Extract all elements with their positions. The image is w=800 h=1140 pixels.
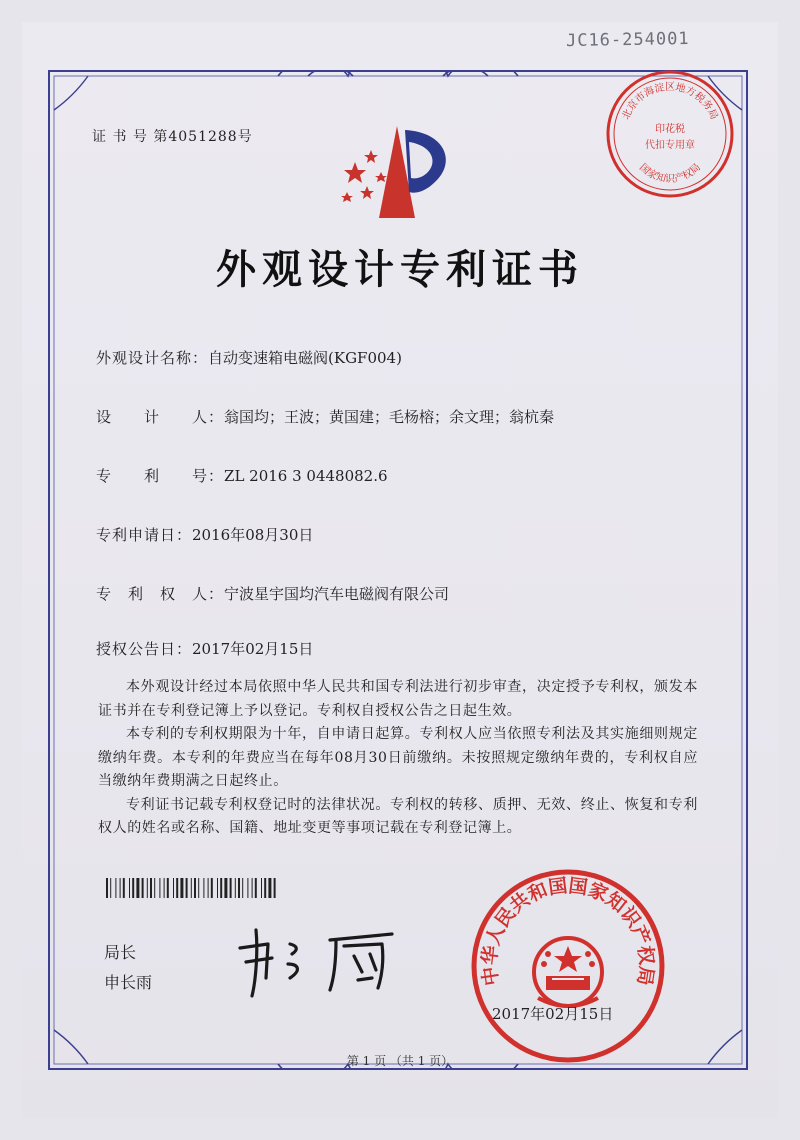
barcode-bar <box>208 878 209 898</box>
patent-number-label: 专 利 号： <box>96 467 225 485</box>
barcode-bar <box>203 878 204 898</box>
barcode-bar <box>180 878 183 898</box>
designer-field <box>96 406 554 427</box>
national-emblem-icon <box>534 938 602 1006</box>
seal-bottom-text: 国家知识产权局 <box>637 161 703 185</box>
barcode-bar <box>154 878 155 898</box>
document-title: 外观设计专利证书 <box>216 246 584 293</box>
barcode-bar <box>186 878 188 898</box>
barcode-bar <box>129 878 130 898</box>
barcode-bar <box>106 878 108 898</box>
barcode-bar <box>235 878 236 898</box>
barcode-bar <box>132 878 134 898</box>
barcode-bar <box>159 878 160 898</box>
barcode-bar <box>115 878 116 898</box>
barcode-bar <box>164 878 165 898</box>
designer-label: 设 计 人： <box>96 408 225 426</box>
barcode-bar <box>255 878 257 898</box>
body-paragraph: 本外观设计经过本局依照中华人民共和国专利法进行初步审查，决定授予专利权，颁发本证书并在专利登记簿上予以登记。专利权自授权公告之日起生效。 <box>98 679 698 719</box>
barcode-bar <box>268 878 271 898</box>
signatory-title: 局长 <box>104 943 137 962</box>
barcode-bar <box>167 878 169 898</box>
barcode-bar <box>230 878 232 898</box>
barcode-bar <box>217 878 218 898</box>
page-number: 第 1 页 （共 1 页） <box>346 1054 454 1068</box>
design-name-value: 自动变速箱电磁阀(KGF004) <box>208 349 402 367</box>
barcode-bar <box>173 878 174 898</box>
svg-text:国家知识产权局 <box>637 161 703 185</box>
designer-value: 翁国均；王波；黄国建；毛杨榕；余文理；翁杭秦 <box>224 408 555 426</box>
seal-top-text: 北京市海淀区地方税务局 <box>620 82 720 122</box>
application-date-label: 专利申请日： <box>96 526 193 544</box>
barcode <box>106 878 280 898</box>
barcode-bar <box>264 878 266 898</box>
svg-text:北京市海淀区地方税务局 <box>620 80 720 121</box>
grant-date-value: 2017年02月15日 <box>192 640 314 658</box>
svg-text:中华人民共和国国家知识产权局 <box>478 875 659 987</box>
patentee-value: 宁波星宇国均汽车电磁阀有限公司 <box>224 585 450 603</box>
patentee-label: 专 利 权 人： <box>96 585 225 603</box>
patent-office-logo <box>335 122 465 222</box>
barcode-bar <box>191 878 192 898</box>
barcode-bar <box>224 878 227 898</box>
signatory-name: 申长雨 <box>104 973 153 992</box>
certificate-body <box>98 676 698 841</box>
grant-date-field <box>96 638 313 659</box>
body-paragraph: 本专利的专利权期限为十年，自申请日起算。专利权人应当依照专利法及其实施细则规定缴纳年费。本专利的年费应当在每年08月30日前缴纳。未按照规定缴纳年费的，专利权自应当缴纳年费期满之日起终止。 <box>98 726 698 789</box>
barcode-bar <box>120 878 121 898</box>
barcode-bar <box>194 878 196 898</box>
barcode-bar <box>147 878 148 898</box>
barcode-bar <box>247 878 248 898</box>
barcode-bar <box>242 878 243 898</box>
barcode-bar <box>110 878 111 898</box>
barcode-bar <box>261 878 262 898</box>
barcode-bar <box>238 878 240 898</box>
design-name-label: 外观设计名称： <box>96 349 209 367</box>
barcode-bar <box>274 878 276 898</box>
barcode-bar <box>136 878 139 898</box>
application-date-field <box>96 524 313 545</box>
seal-inner-line2: 代扣专用章 <box>645 140 695 151</box>
barcode-bar <box>198 878 199 898</box>
seal-inner-line1: 印花税 <box>655 124 685 135</box>
patent-number-value: ZL 2016 3 0448082.6 <box>224 467 388 485</box>
handwritten-signature <box>232 920 412 1000</box>
barcode-bar <box>176 878 178 898</box>
barcode-bar <box>150 878 152 898</box>
patent-number-field <box>96 465 388 486</box>
barcode-bar <box>211 878 213 898</box>
body-paragraph: 专利证书记载专利权登记时的法律状况。专利权的转移、质押、无效、终止、恢复和专利权人的姓名或名称、国籍、地址变更等事项记载在专利登记簿上。 <box>98 796 698 836</box>
barcode-bar <box>220 878 222 898</box>
grant-date-label: 授权公告日： <box>96 640 193 658</box>
handwritten-note: JC16-254001 <box>565 28 690 52</box>
barcode-bar <box>252 878 253 898</box>
application-date-value: 2016年08月30日 <box>192 526 314 544</box>
design-name-field <box>96 347 402 368</box>
certificate-number: 证 书 号 第4051288号 <box>92 129 253 145</box>
patent-office-seal <box>470 868 666 1064</box>
patentee-field <box>96 583 449 604</box>
tax-stamp-seal <box>604 68 736 200</box>
seal-arc-text: 中华人民共和国国家知识产权局 <box>478 874 658 987</box>
barcode-bar <box>123 878 125 898</box>
barcode-bar <box>142 878 144 898</box>
issue-date: 2017年02月15日 <box>492 1005 614 1023</box>
